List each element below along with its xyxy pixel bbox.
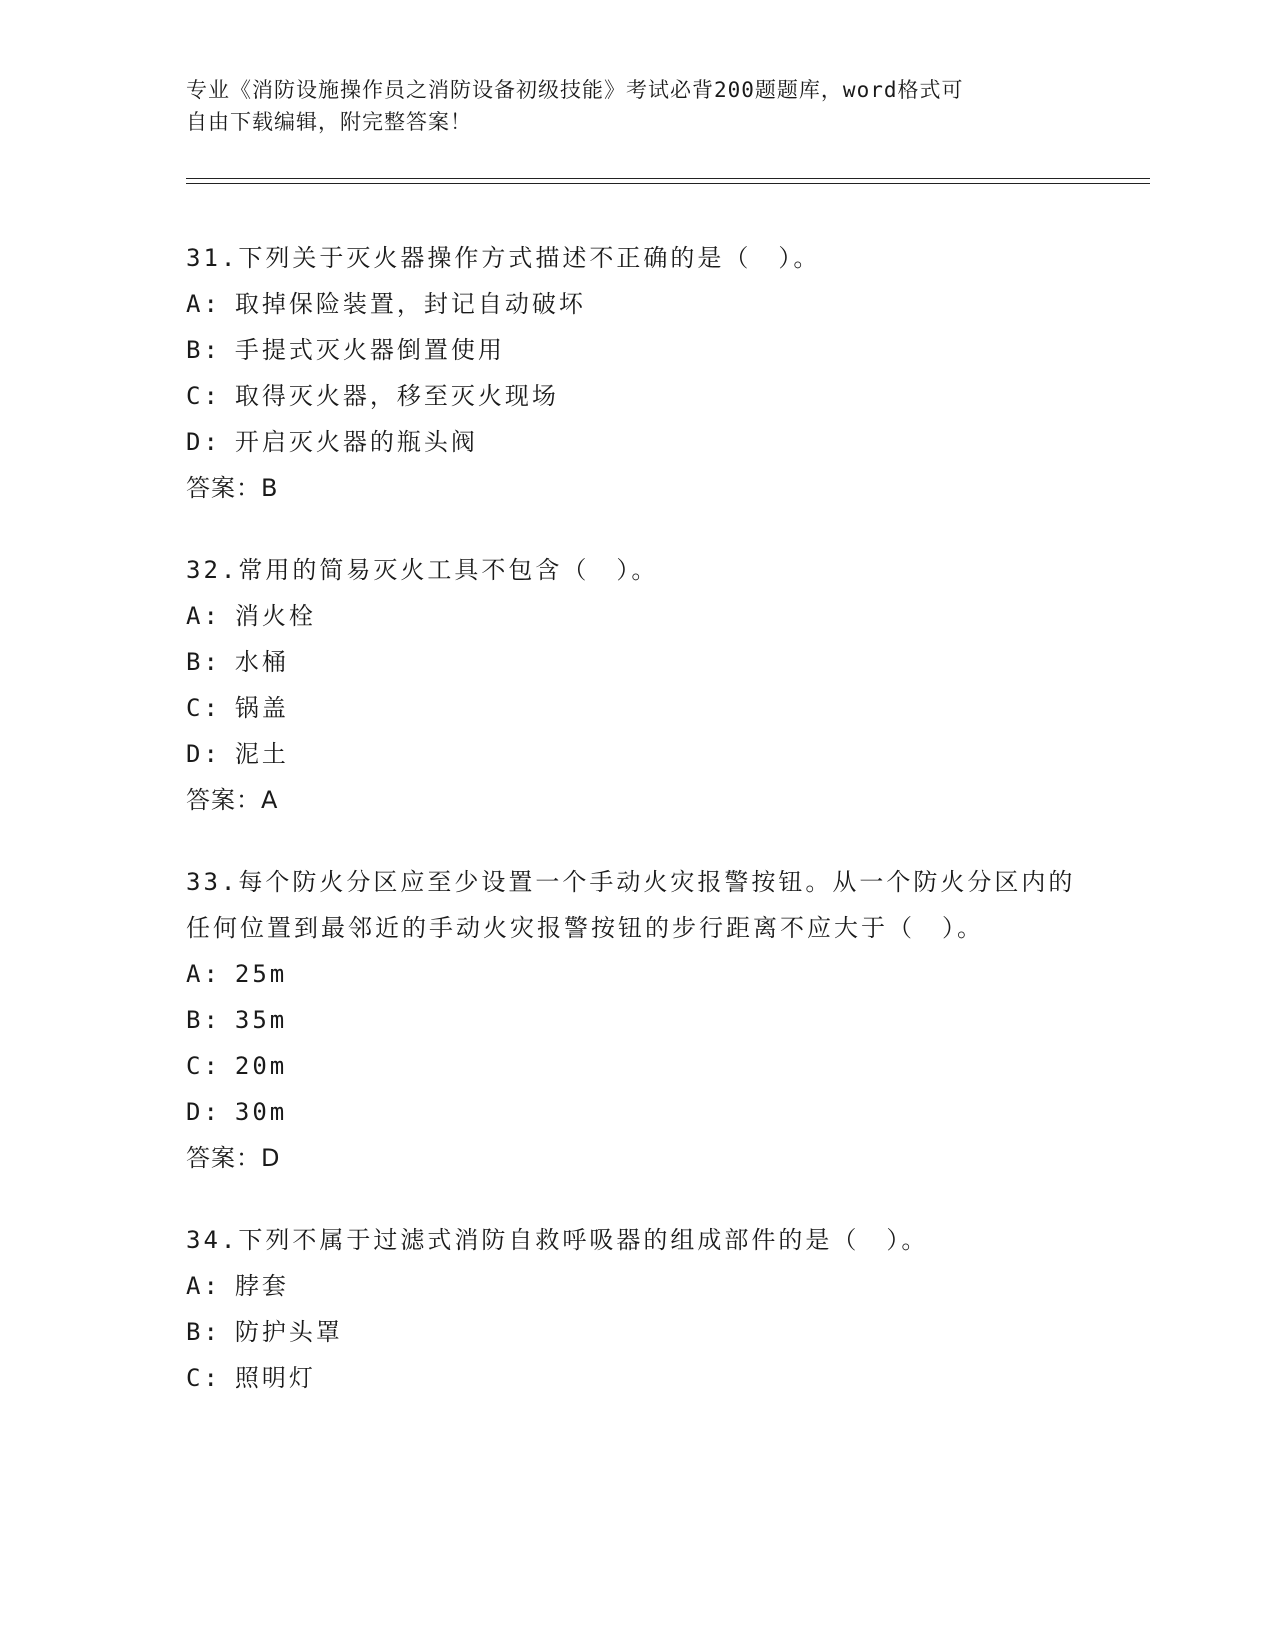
option-c <box>186 685 1086 731</box>
option-text: 水桶 <box>234 648 289 676</box>
option-b <box>186 639 1086 685</box>
question-stem: 33.每个防火分区应至少设置一个手动火灾报警按钮。从一个防火分区内的任何位置到最邻近的手动火灾报警按钮的步行距离不应大于（ ）。 <box>186 868 1076 942</box>
option-letter: D: <box>186 1098 221 1126</box>
question-stem: 32.常用的简易灭火工具不包含（ ）。 <box>186 556 659 584</box>
question-31 <box>186 235 1086 511</box>
answer-text: 答案：B <box>186 474 279 502</box>
option-d <box>186 1089 1086 1135</box>
answer-text: 答案：D <box>186 1144 281 1172</box>
document-header <box>186 74 1086 138</box>
question-stem: 31.下列关于灭火器操作方式描述不正确的是（ ）。 <box>186 244 821 272</box>
option-a <box>186 281 1086 327</box>
option-text: 取掉保险装置，封记自动破坏 <box>234 290 586 318</box>
option-c <box>186 1043 1086 1089</box>
option-letter: C: <box>186 1052 221 1080</box>
option-c <box>186 1355 1086 1401</box>
option-letter: D: <box>186 740 221 768</box>
option-letter: C: <box>186 382 221 410</box>
question-32 <box>186 547 1086 823</box>
option-letter: B: <box>186 648 221 676</box>
option-letter: A: <box>186 290 221 318</box>
question-list <box>186 235 1086 1437</box>
option-d <box>186 731 1086 777</box>
question-34 <box>186 1217 1086 1401</box>
option-letter: C: <box>186 1364 221 1392</box>
answer-text: 答案：A <box>186 786 279 814</box>
option-text: 取得灭火器，移至灭火现场 <box>234 382 559 410</box>
option-d <box>186 419 1086 465</box>
header-line-2: 自由下载编辑，附完整答案！ <box>186 110 472 134</box>
option-a <box>186 593 1086 639</box>
header-divider-top <box>186 178 1150 179</box>
header-divider-bottom <box>186 183 1150 184</box>
option-text: 照明灯 <box>234 1364 316 1392</box>
option-text: 30m <box>234 1098 288 1126</box>
question-33 <box>186 859 1086 1181</box>
option-b <box>186 1309 1086 1355</box>
header-line-1: 专业《消防设施操作员之消防设备初级技能》考试必背200题题库，word格式可 <box>186 78 964 102</box>
option-text: 开启灭火器的瓶头阀 <box>234 428 478 456</box>
option-text: 手提式灭火器倒置使用 <box>234 336 505 364</box>
option-text: 35m <box>234 1006 288 1034</box>
option-b <box>186 327 1086 373</box>
option-letter: A: <box>186 1272 221 1300</box>
option-letter: D: <box>186 428 221 456</box>
option-letter: A: <box>186 602 221 630</box>
option-c <box>186 373 1086 419</box>
option-text: 25m <box>234 960 288 988</box>
option-b <box>186 997 1086 1043</box>
option-text: 消火栓 <box>234 602 316 630</box>
option-letter: B: <box>186 1318 221 1346</box>
question-stem: 34.下列不属于过滤式消防自救呼吸器的组成部件的是（ ）。 <box>186 1226 929 1254</box>
option-text: 脖套 <box>234 1272 289 1300</box>
option-a <box>186 1263 1086 1309</box>
option-letter: B: <box>186 336 221 364</box>
option-text: 锅盖 <box>234 694 289 722</box>
option-letter: C: <box>186 694 221 722</box>
option-text: 防护头罩 <box>234 1318 343 1346</box>
option-a <box>186 951 1086 997</box>
option-letter: B: <box>186 1006 221 1034</box>
option-text: 20m <box>234 1052 288 1080</box>
option-text: 泥土 <box>234 740 289 768</box>
option-letter: A: <box>186 960 221 988</box>
